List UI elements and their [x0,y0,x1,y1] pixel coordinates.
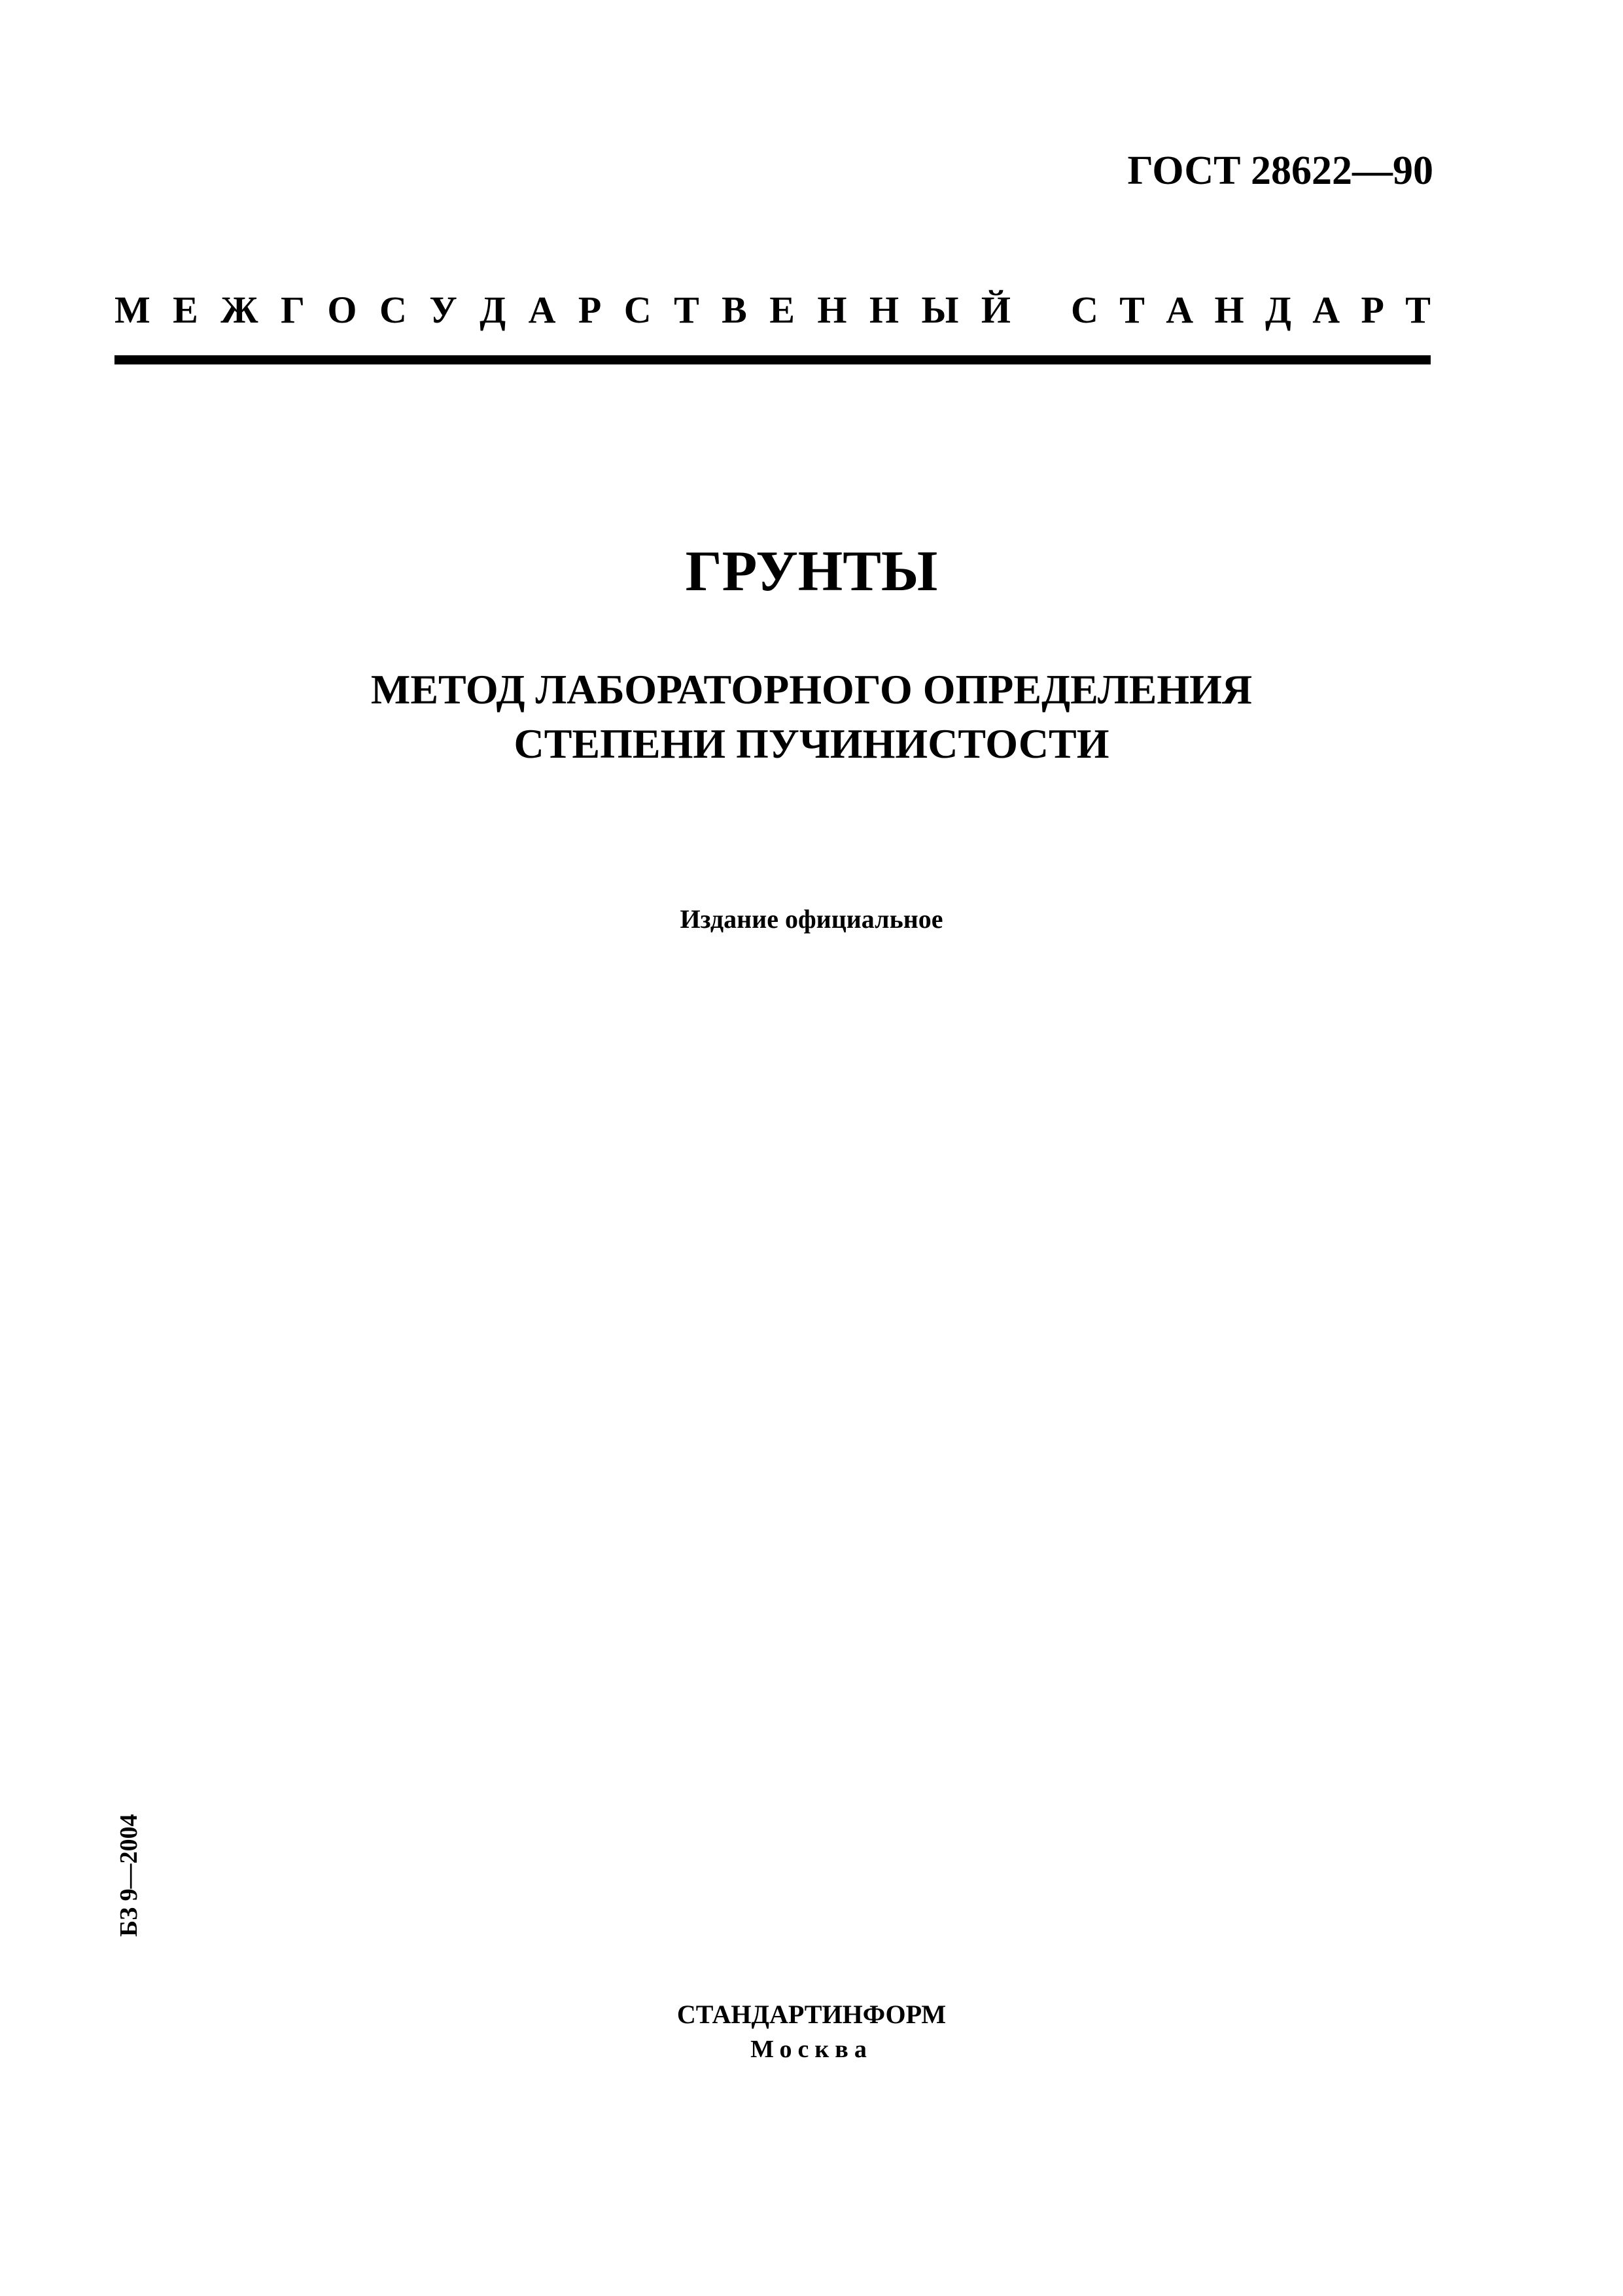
subtitle-line-2: СТЕПЕНИ ПУЧИНИСТОСТИ [514,720,1109,768]
document-subtitle [0,662,1623,771]
publisher-name: СТАНДАРТИНФОРМ [676,2000,947,2029]
edition-label: Издание официальное [680,904,943,934]
document-number: ГОСТ 28622—90 [1127,149,1433,193]
standard-header [114,291,1431,364]
subtitle-line-1: МЕТОД ЛАБОРАТОРНОГО ОПРЕДЕЛЕНИЯ [370,666,1253,713]
side-note-code: БЗ 9—2004 [115,1814,143,1937]
standard-type-word-standard: С Т А Н Д А Р Т [1071,289,1431,331]
standard-type-label [114,291,1431,329]
standard-type-word-interstate: М Е Ж Г О С У Д А Р С Т В Е Н Н Ы Й [114,289,1011,331]
publisher-city: Москва [750,2036,873,2063]
header-rule [114,355,1431,364]
document-title: ГРУНТЫ [685,540,938,603]
